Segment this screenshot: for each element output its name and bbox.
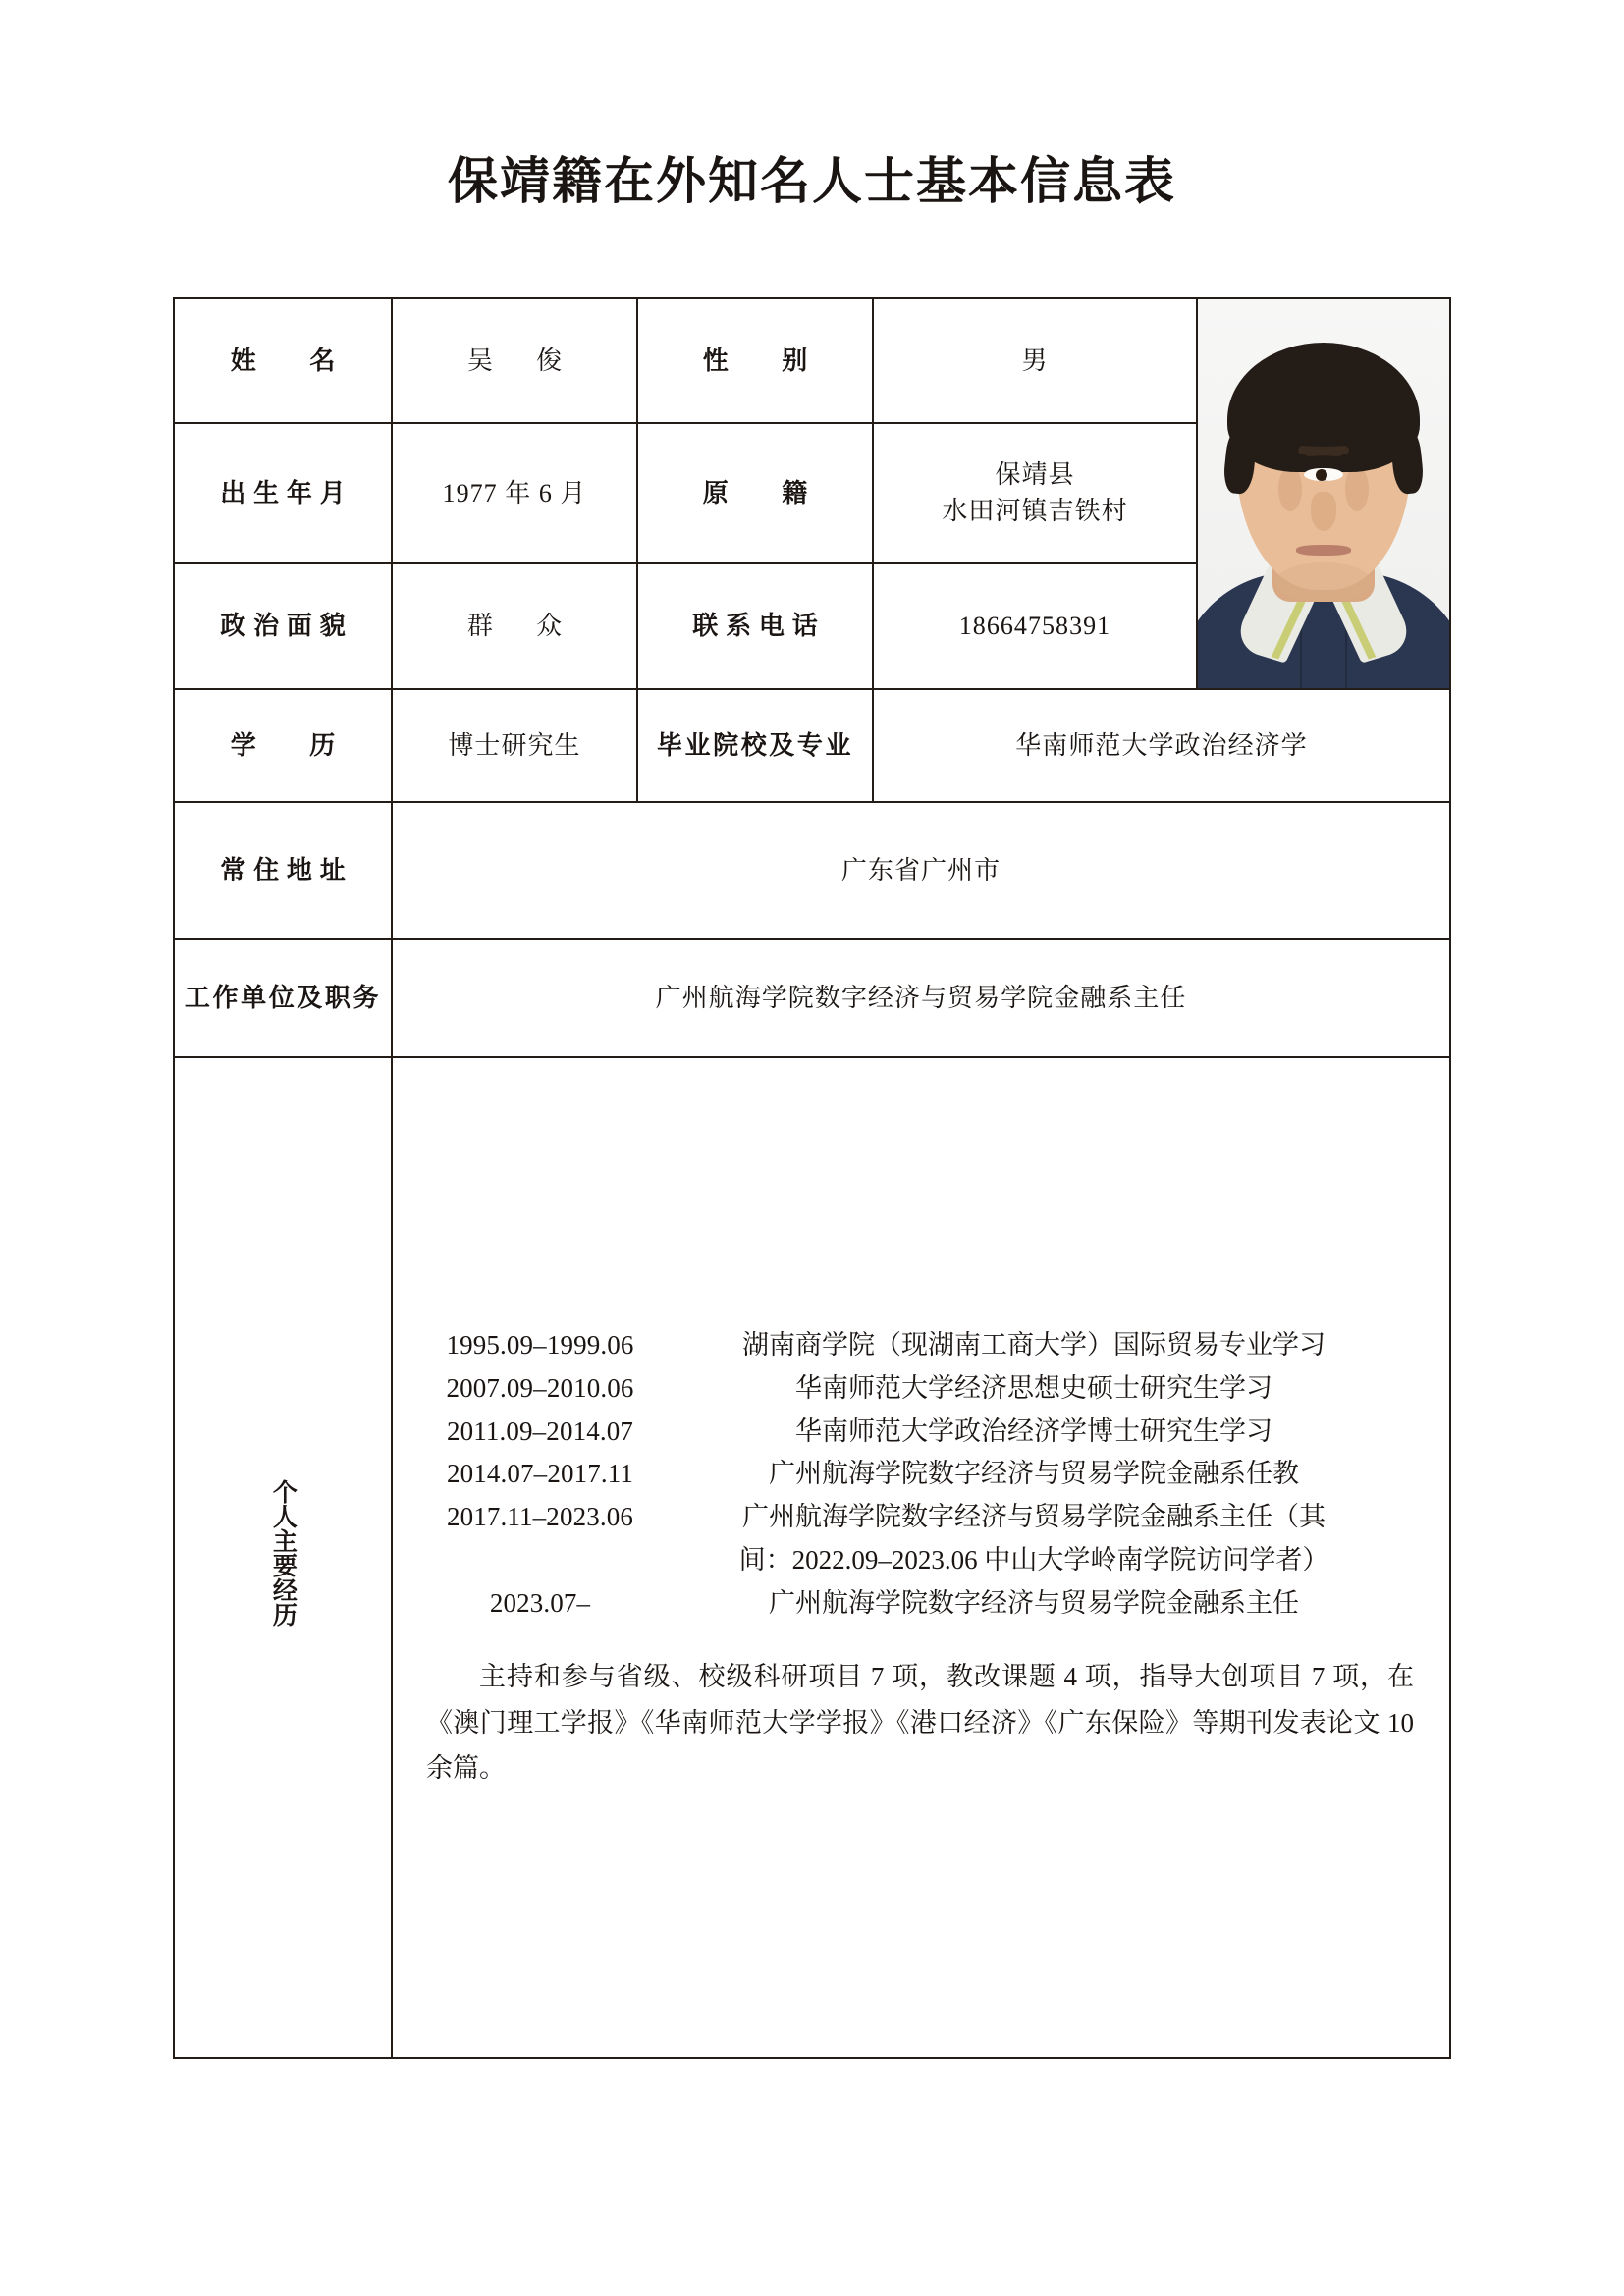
value-political-status: 群 众 — [392, 563, 637, 689]
label-political-status: 政治面貌 — [174, 563, 392, 689]
photo-shirt-placket — [1300, 627, 1347, 688]
label-education: 学 历 — [174, 689, 392, 802]
label-name: 姓 名 — [174, 298, 392, 423]
value-education: 博士研究生 — [392, 689, 637, 802]
table-row-residence — [174, 802, 1450, 939]
label-gender: 性 别 — [637, 298, 873, 423]
native-place-line-2: 水田河镇吉铁村 — [942, 497, 1128, 526]
page-title: 保靖籍在外知名人士基本信息表 — [447, 155, 1176, 210]
experience-date: 2011.09–2014.07 — [446, 1415, 634, 1446]
value-native-place — [873, 423, 1197, 562]
experience-date: 2023.07– — [489, 1587, 591, 1618]
experience-date: 2007.09–2010.06 — [446, 1373, 634, 1403]
experience-description: 华南师范大学政治经济学博士研究生学习 — [795, 1415, 1272, 1446]
photo-eye-right — [1304, 468, 1339, 481]
value-gender: 男 — [873, 298, 1197, 423]
experience-description: 湖南商学院（现湖南工商大学）国际贸易专业学习 — [742, 1330, 1326, 1361]
experience-description: 广州航海学院数字经济与贸易学院金融系主任 — [769, 1587, 1299, 1618]
experience-list — [393, 1324, 1449, 1790]
label-residence: 常住地址 — [174, 802, 392, 939]
label-work-unit: 工作单位及职务 — [174, 939, 392, 1057]
experience-date: 2017.11–2023.06 — [446, 1502, 634, 1532]
photo-ear-left — [1278, 466, 1302, 511]
label-experience: 个人主要经历 — [269, 1478, 298, 1627]
table-row-experience — [174, 1057, 1450, 2058]
photo-mouth — [1296, 545, 1351, 556]
experience-description: 广州航海学院数字经济与贸易学院金融系主任（其 — [742, 1502, 1326, 1532]
experience-date: 1995.09–1999.06 — [446, 1330, 634, 1361]
experience-summary-paragraph: 主持和参与省级、校级科研项目 7 项，教改课题 4 项，指导大创项目 7 项，在《澳门理工学报》《华南师范大学学报》《港口经济》《广东保险》等期刊发表论文 10 余篇。 — [426, 1662, 1414, 1784]
experience-item — [426, 1411, 1414, 1454]
photo-cell — [1197, 298, 1450, 689]
value-school-major: 华南师范大学政治经济学 — [873, 689, 1450, 802]
native-place-line-1: 保靖县 — [995, 459, 1075, 489]
experience-item — [426, 1496, 1414, 1539]
experience-description: 广州航海学院数字经济与贸易学院金融系任教 — [769, 1459, 1299, 1489]
label-phone: 联系电话 — [637, 563, 873, 689]
value-experience — [392, 1057, 1450, 2058]
table-row-name — [174, 298, 1450, 423]
table-row-education — [174, 689, 1450, 802]
value-phone: 18664758391 — [873, 563, 1197, 689]
experience-description-continuation: 间：2022.09–2023.06 中山大学岭南学院访问学者） — [738, 1544, 1329, 1575]
portrait-photo — [1198, 299, 1449, 688]
table-row-work-unit — [174, 939, 1450, 1057]
value-name: 吴 俊 — [392, 298, 637, 423]
experience-item — [426, 1582, 1414, 1626]
basic-info-table — [173, 297, 1451, 2059]
experience-description: 华南师范大学经济思想史硕士研究生学习 — [795, 1373, 1272, 1403]
value-work-unit: 广州航海学院数字经济与贸易学院金融系主任 — [392, 939, 1450, 1057]
value-birth: 1977 年 6 月 — [392, 423, 637, 562]
label-school-major: 毕业院校及专业 — [637, 689, 873, 802]
label-birth: 出生年月 — [174, 423, 392, 562]
photo-chin — [1275, 562, 1372, 602]
label-native-place: 原 籍 — [637, 423, 873, 562]
experience-item — [426, 1453, 1414, 1496]
experience-item — [426, 1367, 1414, 1411]
experience-date: 2014.07–2017.11 — [446, 1459, 634, 1489]
photo-ear-right — [1345, 466, 1369, 511]
value-residence: 广东省广州市 — [392, 802, 1450, 939]
experience-item — [426, 1324, 1414, 1367]
photo-nose — [1311, 492, 1336, 531]
label-experience-cell — [174, 1057, 392, 2058]
